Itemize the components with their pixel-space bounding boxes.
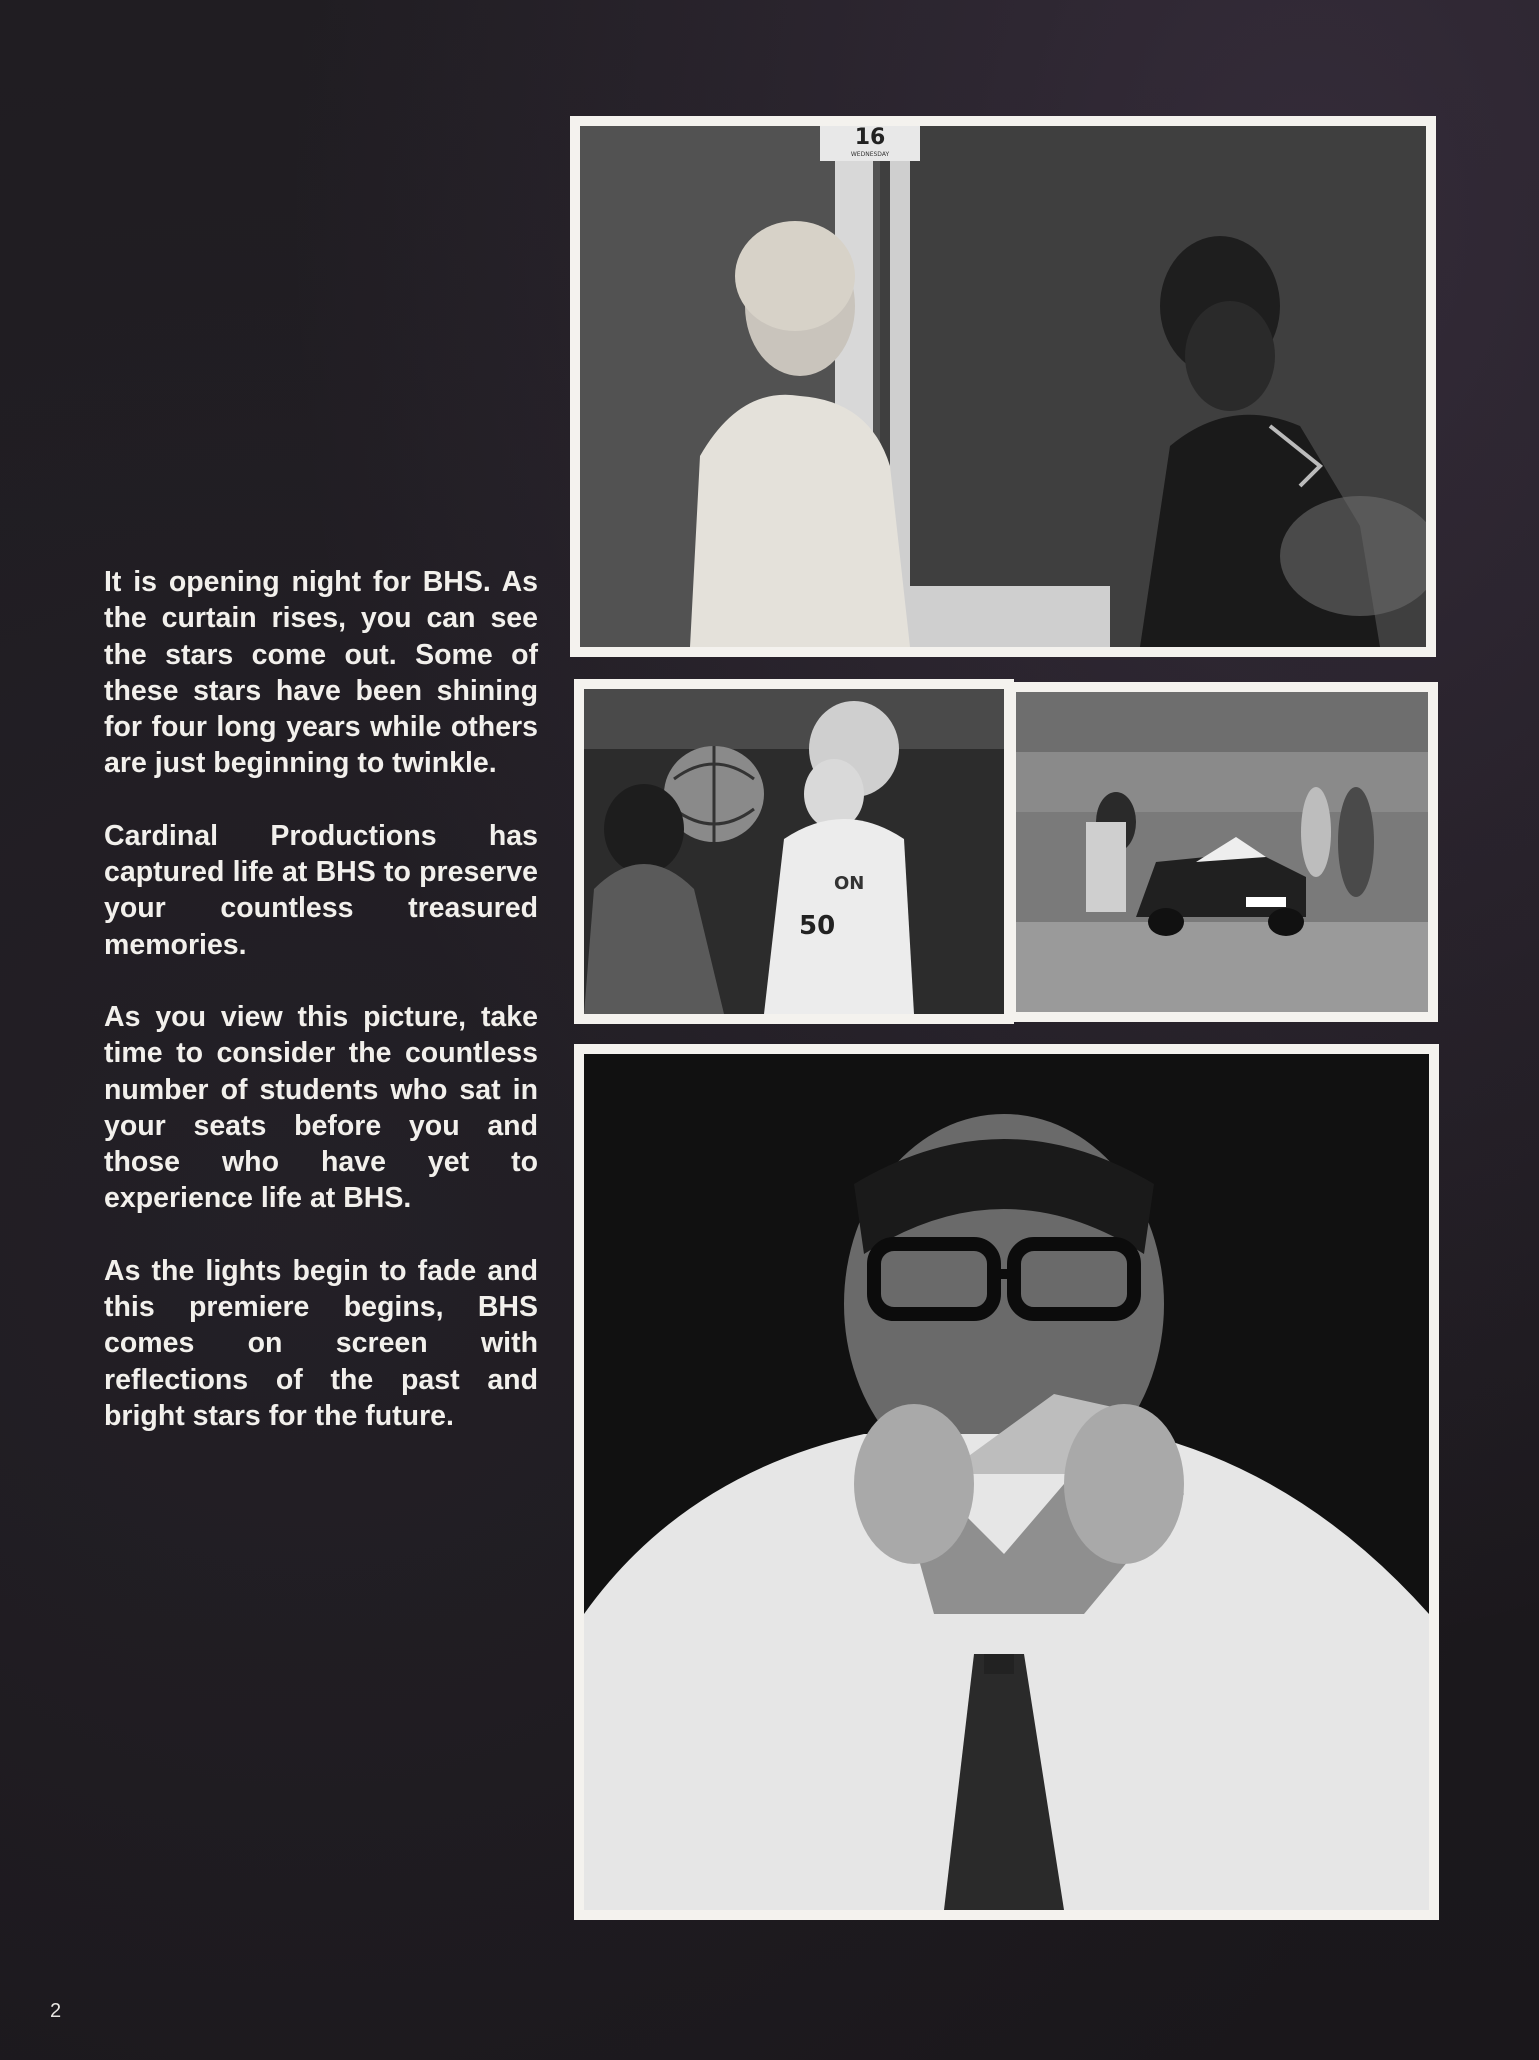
man-eating-photo-image [584,1054,1429,1910]
basketball-photo-image [584,689,1004,1014]
paragraph-opening-night: It is opening night for BHS. As the curtain rises, you can see the stars come out. Some of these stars have been shining for four long years while others are just beginning to twinkle. [104,566,538,780]
paragraph-view-picture: As you view this picture, take time to consider the countless number of students who sat in your seats before you and those who have yet to experience life at BHS. [104,1000,538,1215]
paragraph-cardinal-productions: Cardinal Productions has captured life at BHS to preserve your countless treasured memories. [104,819,538,961]
jersey-text: ON [834,873,865,894]
classroom-photo-image [580,126,1426,647]
photo-man-eating [574,1044,1439,1920]
jersey-number: 50 [799,911,836,941]
calendar-day: WEDNESDAY [850,151,890,158]
paragraph-lights-fade: As the lights begin to fade and this premiere begins, BHS comes on screen with reflections of the past and bright stars for the future. [104,1254,538,1432]
photo-classroom [570,116,1436,657]
page-number: 2 [50,2000,62,2022]
calendar-number: 16 [854,126,886,150]
photo-car [1006,682,1438,1022]
photo-basketball [574,679,1014,1024]
intro-text-column [104,564,538,1470]
car-photo-image [1016,692,1428,1012]
